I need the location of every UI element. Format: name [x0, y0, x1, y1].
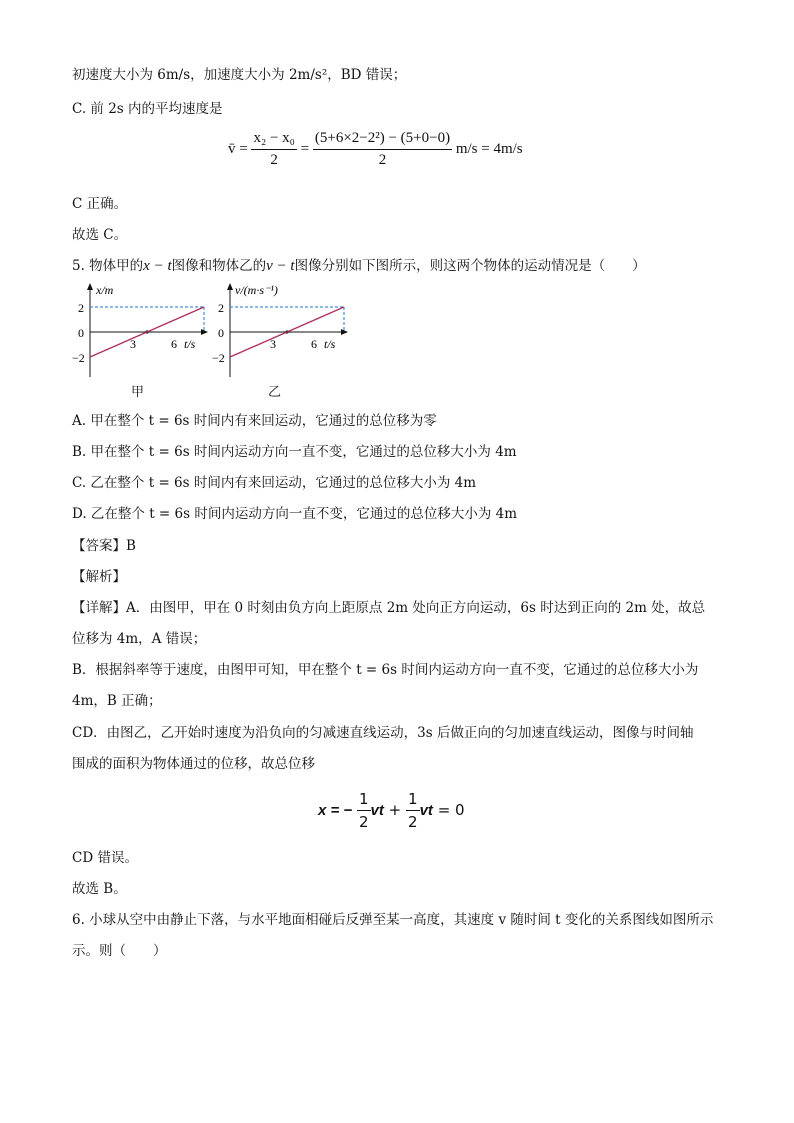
q5-vt: v − t [266, 258, 295, 274]
question-6-line-2: 示。则（ ） [72, 943, 167, 959]
jia-y-arrow [87, 283, 93, 290]
jia-y-label: x/m [96, 283, 114, 297]
option-d: D. 乙在整个 t = 6s 时间内运动方向一直不变，它通过的总位移大小为 4m [72, 506, 518, 522]
question-5 [72, 257, 646, 275]
q5-prefix: 5. 物体甲的 [72, 258, 144, 274]
formula-result: m/s = 4m/s [455, 140, 523, 157]
jia-tick-y-pos: 2 [78, 301, 84, 315]
graph-yi-caption: 乙 [268, 385, 282, 400]
question-6-line-1: 6. 小球从空中由静止下落，与水平地面相碰后反弹至某一高度，其速度 v 随时间 t 变化的关系图线如图所示 [72, 912, 714, 928]
detail-5: CD．由图乙，乙开始时速度为沿负向的匀减速直线运动，3s 后做正向的匀加速直线运动，图像与时间轴 [72, 725, 694, 741]
fraction-2-num: (5+6×2−2²) − (5+0−0) [313, 130, 452, 150]
option-a: A. 甲在整个 t = 6s 时间内有来回运动，它通过的总位移为零 [72, 413, 437, 429]
detail-1: 【详解】A．由图甲，甲在 0 时刻由负方向上距原点 2m 处向正方向运动，6s 时达到正向的 2m 处，故总 [72, 600, 706, 616]
yi-y-arrow [227, 283, 233, 290]
text-line-1: 初速度大小为 6m/s，加速度大小为 2m/s²，BD 错误； [72, 67, 407, 83]
jia-tick-x-mid: 3 [130, 337, 136, 351]
yi-tick-x-end: 6 [311, 337, 317, 351]
fraction-1-num: x₂ − x₀ [251, 130, 296, 150]
detail-3: B．根据斜率等于速度，由图甲可知，甲在整个 t = 6s 时间内运动方向一直不变，它通过的总位移大小为 [72, 662, 699, 678]
formula-lhs: v̄ [228, 140, 236, 157]
fraction-1-den: 2 [270, 152, 278, 168]
fraction-2-den: 2 [378, 152, 387, 168]
text-line-3: C 正确。 [72, 196, 128, 212]
q5-xt: x − t [143, 258, 172, 274]
yi-y-label: v/(m·s⁻¹) [235, 283, 278, 297]
formula2-frac-2 [406, 790, 420, 831]
formula2-plus: + [388, 801, 402, 819]
cd-wrong: CD 错误。 [72, 850, 138, 866]
yi-tick-y-zero: 0 [218, 326, 224, 340]
graph-yi [200, 282, 350, 382]
yi-x-label: t/s [324, 337, 336, 351]
choose-b: 故选 B。 [72, 881, 127, 897]
detail-6: 围成的面积为物体通过的位移，故总位移 [72, 756, 315, 772]
formula2-term-2: vt [419, 802, 433, 819]
option-c: C. 乙在整个 t = 6s 时间内有来回运动，它通过的总位移大小为 4m [72, 475, 477, 491]
formula2-frac-1-num: 1 [357, 790, 371, 811]
formula2-frac-2-num: 1 [406, 790, 420, 811]
graph-jia-caption: 甲 [131, 385, 145, 400]
fraction-1 [251, 130, 296, 169]
formula2-lhs: x = − [318, 802, 353, 819]
average-velocity-formula [228, 130, 523, 169]
q5-mid: 图像和物体乙的 [171, 258, 267, 274]
formula2-term-1: vt [370, 802, 384, 819]
text-line-2: C. 前 2s 内的平均速度是 [72, 101, 223, 117]
formula-eq: = [239, 140, 248, 157]
text-line-4: 故选 C。 [72, 227, 128, 243]
jia-tick-x-end: 6 [171, 337, 177, 351]
q5-suffix: 图像分别如下图所示，则这两个物体的运动情况是（ ） [294, 258, 646, 274]
answer: 【答案】B [72, 538, 136, 554]
formula2-rhs: = 0 [437, 801, 465, 819]
yi-tick-y-pos: 2 [218, 301, 224, 315]
detail-2: 位移为 4m，A 错误； [72, 631, 207, 647]
yi-tick-x-mid: 3 [270, 337, 276, 351]
jia-x-label: t/s [184, 337, 196, 351]
formula2-frac-1 [357, 790, 371, 831]
yi-tick-y-neg: −2 [212, 351, 225, 365]
graph-jia [60, 282, 210, 382]
option-b: B. 甲在整个 t = 6s 时间内运动方向一直不变，它通过的总位移大小为 4m [72, 444, 517, 460]
jia-tick-y-neg: −2 [72, 351, 85, 365]
displacement-formula [318, 790, 465, 831]
formula2-frac-2-den: 2 [408, 813, 418, 831]
jia-tick-y-zero: 0 [78, 326, 84, 340]
detail-4: 4m，B 正确； [72, 693, 162, 709]
analysis-heading: 【解析】 [72, 569, 126, 585]
formula-eq-2: = [300, 140, 310, 157]
formula2-frac-1-den: 2 [358, 813, 369, 831]
fraction-2 [313, 130, 452, 169]
